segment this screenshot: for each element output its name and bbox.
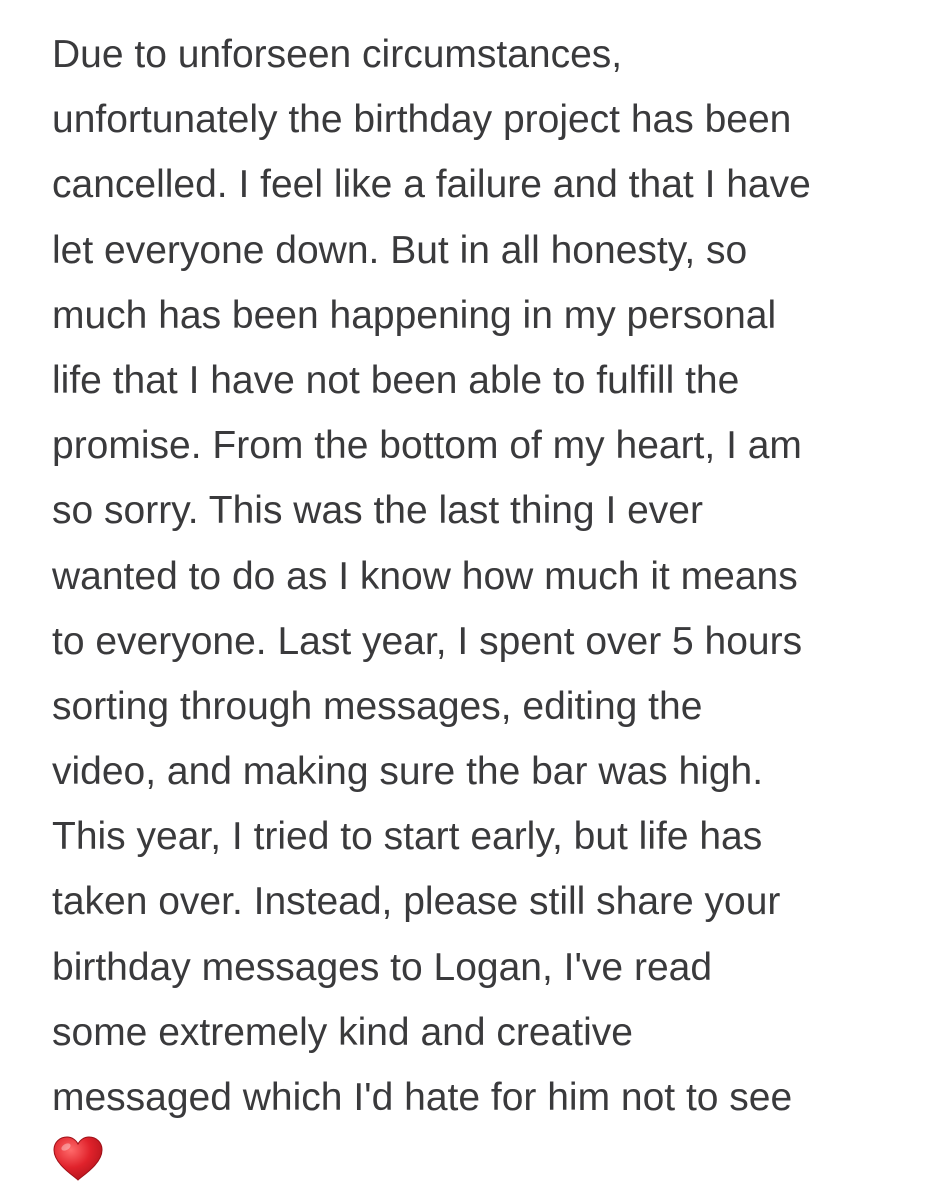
note-line: to everyone. Last year, I spent over 5 hours — [52, 619, 803, 663]
note-line: taken over. Instead, please still share your — [52, 880, 781, 924]
note-line: Due to unforseen circumstances, — [52, 33, 623, 76]
note-line: messaged which I'd hate for him not to see — [52, 1076, 793, 1119]
note-line: birthday messages to Logan, I've read — [52, 945, 713, 989]
note-body — [52, 22, 942, 1182]
note-line: cancelled. I feel like a failure and that I have — [52, 163, 811, 207]
note-line: much has been happening in my personal — [52, 293, 777, 337]
note-line: sorting through messages, editing the — [52, 684, 703, 728]
red-heart-icon — [52, 1136, 104, 1182]
note-line: promise. From the bottom of my heart, I am — [52, 424, 802, 468]
note-line: wanted to do as I know how much it means — [52, 554, 798, 598]
note-line: so sorry. This was the last thing I ever — [52, 489, 703, 533]
note-line: let everyone down. But in all honesty, so — [52, 228, 748, 272]
note-line: life that I have not been able to fulfill the — [52, 358, 740, 402]
note-line: This year, I tried to start early, but life has — [52, 815, 763, 859]
note-line: unfortunately the birthday project has been — [52, 98, 792, 142]
note-line: video, and making sure the bar was high. — [52, 750, 764, 794]
note-line: some extremely kind and creative — [52, 1010, 633, 1054]
